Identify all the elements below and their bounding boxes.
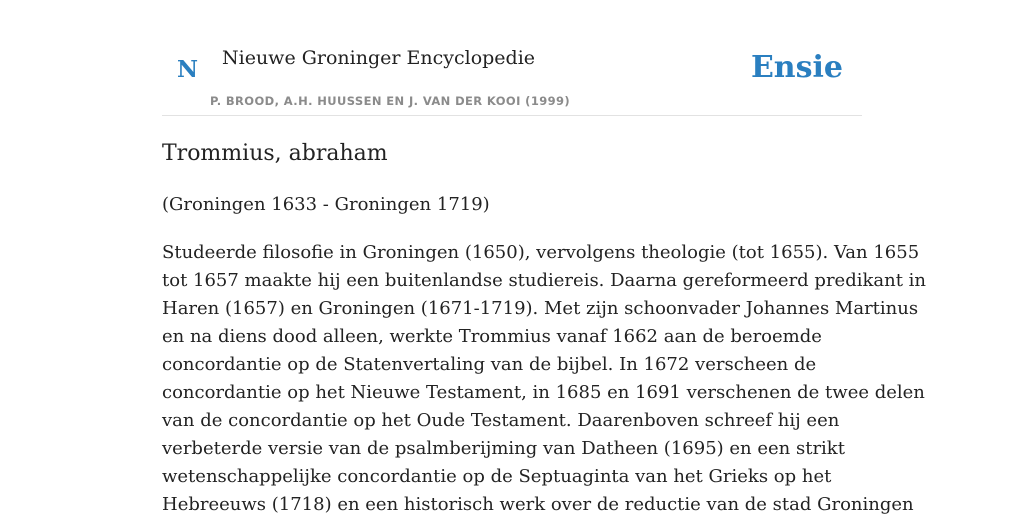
article-body-line: Studeerde filosofie in Groningen (1650), vervolgens theologie (tot 1655). Van 1655: [162, 242, 920, 263]
article-body-line: Hebreeuws (1718) en een historisch werk over de reductie van de stad Groningen: [162, 494, 914, 515]
article-body-line: concordantie op het Nieuwe Testament, in 1685 en 1691 verschenen de twee delen: [162, 382, 925, 403]
book-title[interactable]: Nieuwe Groninger Encyclopedie: [222, 47, 536, 69]
page-header: [162, 0, 862, 116]
article-body-line: en na diens dood alleen, werkte Trommius vanaf 1662 aan de beroemde: [162, 326, 822, 347]
article-body-line: wetenschappelijke concordantie op de Septuaginta van het Grieks op het: [162, 466, 832, 487]
article-body: [162, 239, 927, 519]
article-body-line: verbeterde versie van de psalmberijming van Datheen (1695) en een strikt: [162, 438, 845, 459]
article-body-line: Haren (1657) en Groningen (1671-1719). Met zijn schoonvader Johannes Martinus: [162, 298, 919, 319]
book-letter-icon[interactable]: N: [177, 56, 199, 83]
article-body-line: tot 1657 maakte hij een buitenlandse studiereis. Daarna gereformeerd predikant in: [162, 270, 927, 291]
ensie-logo[interactable]: Ensie: [750, 50, 843, 85]
article-body-line: concordantie op de Statenvertaling van de bijbel. In 1672 verscheen de: [162, 354, 817, 375]
article-title: Trommius, abraham: [162, 141, 388, 166]
book-authors: P. BROOD, A.H. HUUSSEN EN J. VAN DER KOOI (1999): [210, 94, 571, 108]
article-lifespan: (Groningen 1633 - Groningen 1719): [162, 194, 490, 215]
article-body-line: van de concordantie op het Oude Testament. Daarenboven schreef hij een: [162, 410, 840, 431]
